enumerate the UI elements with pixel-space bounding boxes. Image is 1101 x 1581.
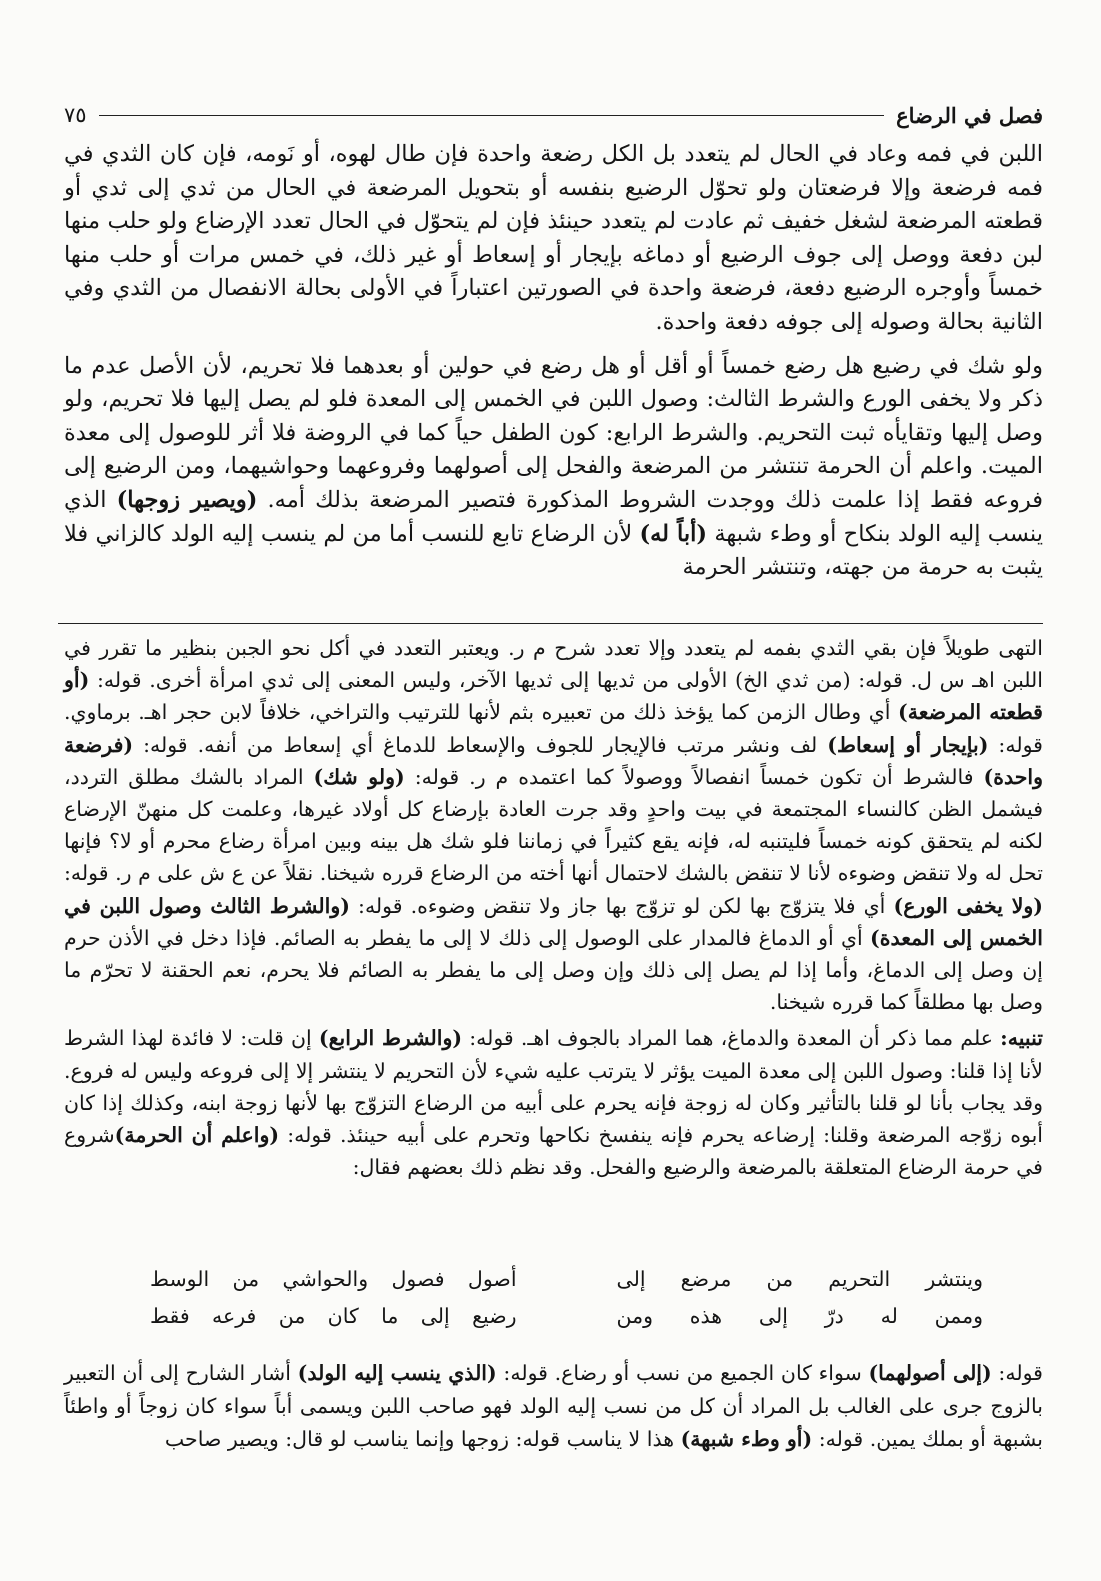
verse-first-hemistich: وينتشر التحريم من مرضع إلى (616, 1267, 983, 1291)
text-run: أي أو الدماغ فالمدار على الوصول إلى ذلك لا إلى ما يفطر به الصائم. فإذا دخل في الأذن حرم إن وصل إلى الدماغ، وأما إذا لم يصل إلى ذلك وإن وصل إلى ما يفطر به الصائم فلا يحرم، نعم الحقنة لا تحرّم ما وصل بها مطلقاً كما قرره شيخنا. (64, 925, 1043, 1015)
main-paragraph (64, 350, 1043, 585)
matn-quote: (ويصير زوجها) (116, 486, 258, 513)
header-rule (99, 115, 885, 116)
text-run: لف ونشر مرتب فالإيجار للجوف والإسعاط للدماغ أي إسعاط من أنفه. قوله: (143, 732, 818, 757)
keyword: (فرضعة واحدة) (64, 732, 1043, 789)
poem (150, 1261, 983, 1335)
keyword: (بإيجار أو إسعاط) (827, 732, 989, 757)
main-paragraph: اللبن في فمه وعاد في الحال لم يتعدد بل الكل رضعة واحدة فإن طال لهوه، أو نَومه، فإن كان الثدي في فمه فرضعة وإلا فرضعتان ولو تحوّل الرضيع بنفسه أو بتحويل المرضعة في الحال من ثدي إلى ثدي أو قطعته المرضعة لشغل خفيف ثم عادت لم يتعدد حينئذ فإن لم يتحوّل في الحال تعدد الإرضاع ولو حلب منها لبن دفعة ووصل إلى جوف الرضيع أو دماغه بإيجار أو إسعاط أو غير ذلك، في خمس مرات أو حلب منها خمساً وأوجره الرضيع دفعة، فرضعة واحدة في الصورتين اعتباراً في الأولى بحالة الانفصال من الثدي وفي الثانية بحالة وصوله إلى جوفه دفعة واحدة. (64, 141, 1043, 335)
text-run: علم مما ذكر أن المعدة والدماغ، هما المراد بالجوف اهـ. قوله: (469, 1026, 993, 1051)
keyword: (والشرط الرابع) (318, 1026, 463, 1051)
keyword: (والشرط الثالث وصول اللبن في الخمس إلى المعدة) (64, 893, 1043, 950)
text-run: ولو شك في رضيع هل رضع خمساً أو أقل أو هل رضع في حولين أو بعدهما فلا تحريم، لأن الأصل عدم ما ذكر ولا يخفى الورع والشرط الثالث: وصول اللبن في الخمس إلى المعدة فلو لم يصل إليها فلا تحريم، ولو وصل إليها وتقايأه ثبت التحريم. والشرط الرابع: كون الطفل حياً كما في الروضة فلا أثر للوصول إلى معدة الميت. واعلم أن الحرمة تنتشر من المرضعة والفحل إلى أصولهما وفروعهما وحواشيهما، ومن الرضيع إلى فروعه فقط إذا علمت ذلك ووجدت الشروط المذكورة فتصير المرضعة بذلك أمه. (64, 352, 1044, 513)
keyword: (إلى أصولهما) (868, 1361, 992, 1385)
poem-verse (150, 1261, 983, 1298)
verse-second-hemistich: أصول فصول والحواشي من الوسط (150, 1267, 517, 1291)
commentary-paragraph (64, 1022, 1043, 1183)
text-run: فالشرط أن تكون خمساً انفصالاً ووصولاً كما اعتمده م ر. قوله: (414, 764, 974, 789)
text-run: المراد بالشك مطلق التردد، فيشمل الظن كالنساء المجتمعة في بيت واحدٍ وقد جرت العادة بإرضاع كل أولاد غيرها، وعلمت كل منهنّ الإرضاع لكنه لم يتحقق كونه خمساً فليتنبه له، فإنه يقع كثيراً في زماننا فلو شك هل بينه وبين امرأة رضاع محرم أو لا؟ فإنها تحل له ولا تنقض وضوءه لأنا لا تنقض بالشك لاحتمال أنها أخته من الرضاع قرره شيخنا. نقلاً عن ع ش على م ر. قوله: (64, 764, 1044, 886)
poem-verse (150, 1298, 983, 1335)
text-run: قوله: (998, 1361, 1043, 1385)
keyword: (ولو شك) (313, 764, 405, 789)
running-header (64, 98, 1043, 132)
footnote-divider (58, 623, 1043, 624)
text-run: لأن الرضاع تابع للنسب أما من لم ينسب إليه الولد كالزاني فلا يثبت به حرمة من جهته، وتنتشر الحرمة (64, 520, 1043, 581)
text-run: أي فلا يتزوّج بها لكن لو تزوّج بها جاز ولا تنقض وضوءه. قوله: (358, 893, 886, 918)
keyword: (ولا يخفى الورع) (893, 893, 1043, 918)
text-run: الذي ينسب إليه الولد بنكاح أو وطء شبهة (64, 486, 1043, 547)
text-run: إن قلت: لا فائدة لهذا الشرط لأنا إذا قلنا: وصول اللبن إلى معدة الميت يؤثر لا يترتب عليه شيء لأن التحريم لا ينتشر إلا إلى فروعه وليس له فروع. وقد يجاب بأنا لو قلنا بالتأثير وكان له زوجة فإنه يحرم على أبيه من الرضاع التزوّج بها لأنها زوجة ابنه، وكذلك إذا كان أبوه زوّجه المرضعة وقلنا: إرضاعه يحرم فإنه ينفسخ نكاحها وتحرم على أبيه حينئذ. قوله: (64, 1026, 1043, 1148)
page-number: ٧٥ (64, 103, 87, 127)
text-run: هذا لا يناسب قوله: زوجها وإنما يناسب لو قال: ويصير صاحب (164, 1427, 675, 1451)
keyword: (أو قطعته المرضعة) (64, 668, 1043, 725)
commentary-continued (64, 1357, 1043, 1456)
text-run: أي وطال الزمن كما يؤخذ ذلك من تعبيره بثم لأنها للترتيب والتراخي، خلافاً لابن حجر اهـ. برماوي. قوله: (64, 700, 1043, 757)
matn-quote: (أباً له) (639, 520, 708, 547)
text-run: شروع في حرمة الرضاع المتعلقة بالمرضعة والرضيع والفحل. وقد نظم ذلك بعضهم فقال: (64, 1123, 1043, 1180)
text-run: التهى طويلاً فإن بقي الثدي بفمه لم يتعدد وإلا تعدد شرح م ر. ويعتبر التعدد في أكل نحو الجبن بنظير ما تقرر في اللبن اهـ س ل. قوله: (من ثدي الخ) الأولى من ثديها إلى ثديها الآخر، وليس المعنى إلى ثدي امرأة أخرى. قوله: (64, 636, 1043, 693)
keyword: (واعلم أن الحرمة) (114, 1123, 280, 1148)
text-run: أشار الشارح إلى أن التعبير بالزوج جرى على الغالب بل المراد أن كل من نسب إليه الولد فهو صاحب اللبن ويسمى أباً سواء كان زوجاً أو واطئاً بشبهة أو بملك يمين. قوله: (64, 1361, 1043, 1451)
commentary-paragraph (64, 632, 1043, 1018)
keyword: تنبيه: (1000, 1026, 1043, 1051)
keyword: (الذي ينسب إليه الولد) (297, 1361, 497, 1385)
commentary-paragraph (64, 1357, 1043, 1456)
commentary (64, 632, 1043, 1183)
verse-first-hemistich: وممن له درّ إلى هذه ومن (616, 1304, 983, 1328)
verse-second-hemistich: رضيع إلى ما كان من فرعه فقط (150, 1304, 517, 1328)
keyword: (أو وطء شبهة) (680, 1427, 813, 1451)
main-text (64, 138, 1043, 585)
chapter-title: فصل في الرضاع (896, 102, 1043, 128)
text-run: سواء كان الجميع من نسب أو رضاع. قوله: (503, 1361, 862, 1385)
